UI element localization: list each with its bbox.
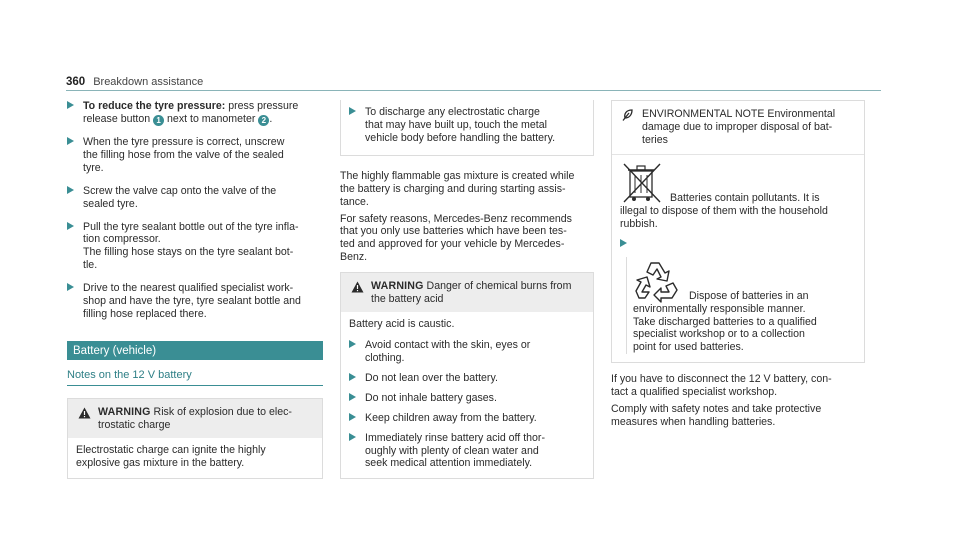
warning-triangle-icon — [78, 407, 91, 419]
step-arrow-icon — [349, 393, 356, 401]
paragraph: If you have to disconnect the 12 V battery, con- tact a qualified specialist workshop. — [611, 373, 832, 399]
step-arrow-icon — [349, 413, 356, 421]
paragraph: Comply with safety notes and take protective measures when handling batteries. — [611, 403, 822, 429]
warning-title: WARNING — [371, 280, 424, 293]
subheading: Notes on the 12 V battery — [67, 369, 323, 386]
step-arrow-icon — [349, 373, 356, 381]
instruction-step: Immediately rinse battery acid off thor- oughly with plenty of clean water and seek medical attention immediately. — [349, 432, 585, 471]
instruction-step: Do not lean over the battery. — [349, 372, 585, 385]
instruction-step: Avoid contact with the skin, eyes or clothing. — [349, 339, 585, 365]
warning-title: WARNING — [98, 406, 151, 419]
warning-continuation-box — [340, 100, 594, 156]
recycle-instruction: Dispose of batteries in an environmentally responsible manner. Take discharged batteries to a qualified specialist workshop or to a collection point for used batteries. — [626, 257, 856, 355]
step-arrow-icon — [67, 186, 74, 194]
instruction-step: Pull the tyre sealant bottle out of the tyre infla- tion compressor. The filling hose stays on the tyre sealant bot- tle. — [67, 221, 323, 273]
instruction-step — [620, 237, 856, 247]
page-header — [66, 75, 203, 89]
warning-header: WARNING Risk of explosion due to elec- trostatic charge — [68, 399, 322, 438]
instruction-step: Drive to the nearest qualified specialist work- shop and have the tyre, tyre sealant bottle and filling hose replaced there. — [67, 282, 323, 321]
callout-1-icon: 1 — [153, 115, 164, 126]
page-number: 360 — [66, 76, 86, 88]
warning-box — [67, 398, 323, 479]
body-paragraphs — [340, 170, 594, 264]
step-arrow-icon — [349, 107, 356, 115]
warning-body: Battery acid is caustic. Avoid contact with the skin, eyes or clothing. Do not lean over the battery. Do not inhale battery gases. Keep children away from the battery. Immediately rinse battery acid off thor- oughly with plenty of clean water and seek medical attention immediately. — [341, 312, 593, 478]
warning-triangle-icon — [351, 281, 364, 293]
step-lead: To reduce the tyre pressure: — [83, 100, 226, 112]
step-arrow-icon — [67, 137, 74, 145]
step-arrow-icon — [349, 433, 356, 441]
instruction-step: Do not inhale battery gases. — [349, 392, 585, 405]
section-name: Breakdown assistance — [93, 76, 204, 88]
environment-leaf-icon — [621, 108, 635, 122]
environmental-note-box — [611, 100, 865, 363]
paragraph: For safety reasons, Mercedes-Benz recommends that you only use batteries which have been tes- ted and approved for your vehicle by Mercedes- Benz. — [340, 212, 572, 264]
environmental-note-body: Batteries contain pollutants. It is illegal to dispose of them with the household rubbish. Dispose of batteries in an environmentally responsible manner. Take discharged batteries to a qualified specialist workshop or to a collection point for used batteries. — [612, 155, 864, 363]
environmental-note-title: ENVIRONMENTAL NOTE — [642, 108, 765, 120]
instruction-step: When the tyre pressure is correct, unscrew the filling hose from the valve of the sealed tyre. — [67, 136, 323, 175]
warning-header: WARNING Danger of chemical burns from the battery acid — [341, 273, 593, 312]
recycle-icon — [633, 257, 683, 303]
instruction-step: To reduce the tyre pressure: press pressure release button 1 next to manometer 2 . — [67, 100, 323, 126]
section-heading-bar: Battery (vehicle) — [67, 341, 323, 360]
body-paragraphs — [611, 373, 865, 429]
step-arrow-icon — [67, 222, 74, 230]
warning-box — [340, 272, 594, 479]
instruction-step: Screw the valve cap onto the valve of the sealed tyre. — [67, 185, 323, 211]
paragraph: The highly flammable gas mixture is created while the battery is charging and during starting assis- tance. — [340, 169, 575, 208]
environmental-note-header: ENVIRONMENTAL NOTE Environmental damage due to improper disposal of bat- teries — [612, 101, 864, 155]
crossed-bin-icon — [620, 161, 664, 205]
step-arrow-icon — [349, 340, 356, 348]
column-2 — [340, 100, 594, 479]
step-arrow-icon — [620, 239, 627, 247]
instruction-step: To discharge any electrostatic charge that may have built up, touch the metal vehicle body before handling the battery. — [349, 106, 585, 145]
callout-2-icon: 2 — [258, 115, 269, 126]
step-arrow-icon — [67, 101, 74, 109]
column-3 — [611, 100, 865, 433]
instruction-step: Keep children away from the battery. — [349, 412, 585, 425]
step-arrow-icon — [67, 283, 74, 291]
column-1 — [67, 100, 323, 479]
warning-body: Electrostatic charge can ignite the highly explosive gas mixture in the battery. — [76, 444, 266, 470]
header-divider — [66, 90, 881, 91]
